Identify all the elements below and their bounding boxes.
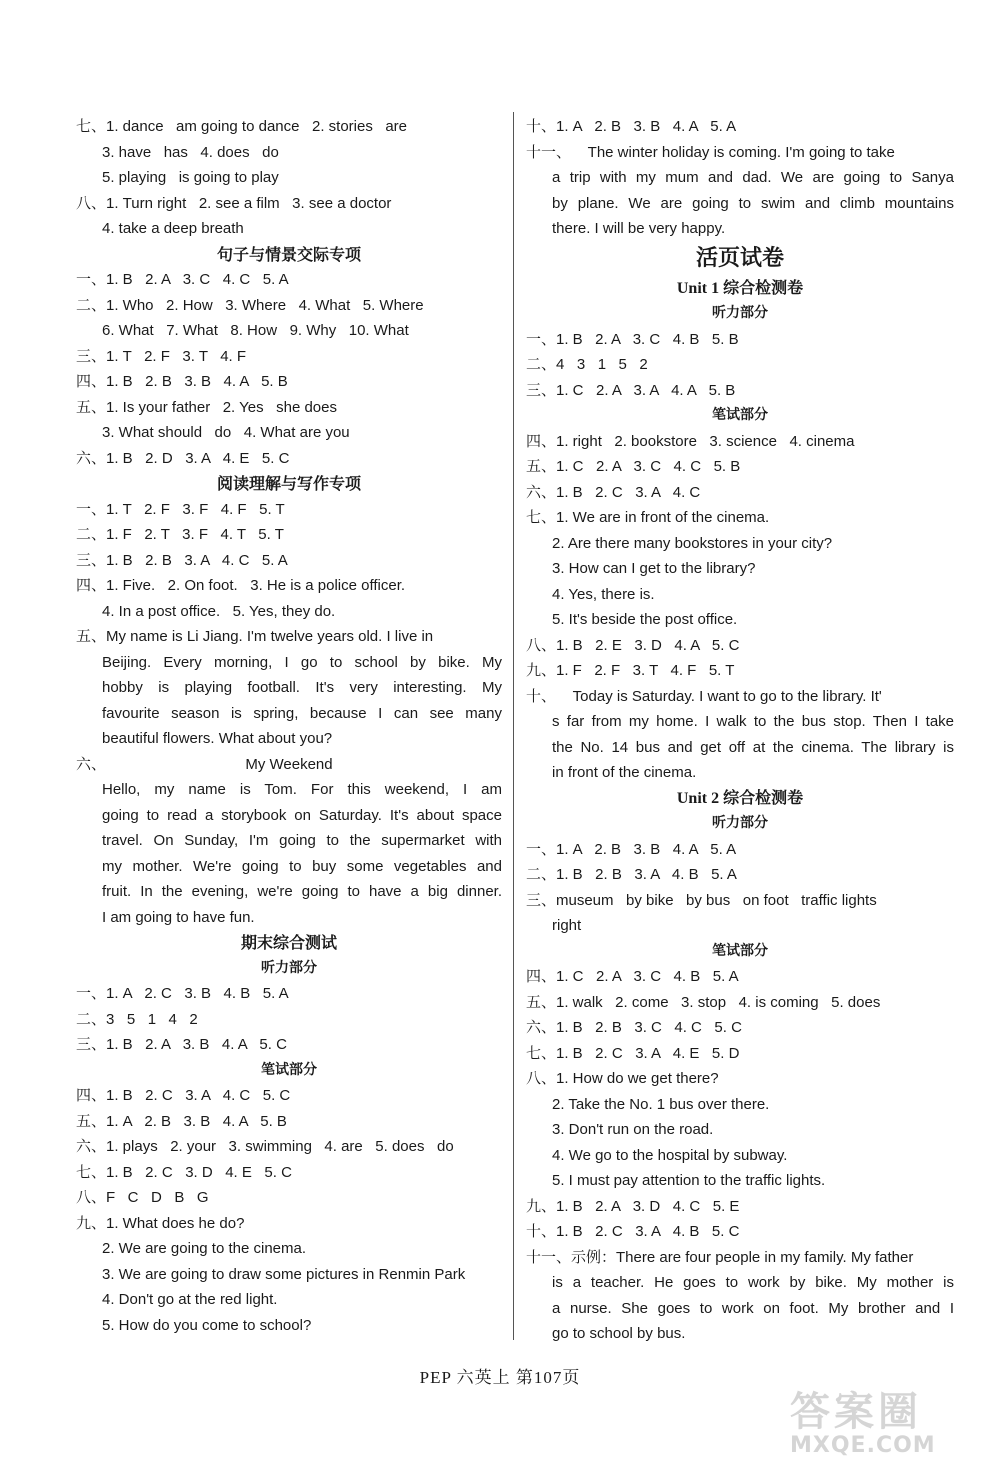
answer-line: 三、1. T 2. F 3. T 4. F (76, 347, 247, 365)
essay-line: hobby is playing football. It's very interesting. My (102, 679, 502, 696)
subsection-heading: 笔试部分 (712, 407, 768, 423)
answer-subline: 4. In a post office. 5. Yes, they do. (102, 602, 336, 620)
answer-subline: 2. We are going to the cinema. (102, 1240, 307, 1257)
answer-subline: 4. Yes, there is. (552, 585, 655, 603)
right-column (526, 114, 954, 1347)
answer-line: 十、 Today is Saturday. I want to go to the library. It' (526, 687, 882, 705)
question-number: 六、 (76, 755, 107, 773)
essay-line: travel. On Sunday, I'm going to the supermarket with (102, 832, 502, 849)
answer-line: 二、3 5 1 4 2 (76, 1010, 198, 1028)
answer-line: 八、1. How do we get there? (526, 1070, 719, 1087)
unit-heading: Unit 1 综合检测卷 (676, 279, 804, 297)
answer-line: 四、1. right 2. bookstore 3. science 4. cinema (526, 432, 855, 450)
answer-line: 十一、示例：There are four people in my family. My father (526, 1248, 914, 1266)
answer-subline: 3. How can I get to the library? (552, 560, 756, 577)
answer-subline: 4. We go to the hospital by subway. (552, 1146, 788, 1164)
answer-line: 一、1. T 2. F 3. F 4. F 5. T (76, 500, 285, 518)
subsection-heading: 笔试部分 (712, 942, 768, 959)
essay-title: My Weekend (245, 755, 333, 773)
essay-title-line (76, 752, 502, 778)
essay-line: a trip with my mum and dad. We are going to Sanya (552, 169, 954, 186)
essay-line: go to school by bus. (552, 1325, 686, 1342)
essay-line: Beijing. Every morning, I go to school by bike. My (102, 653, 502, 671)
answer-line: 四、1. B 2. B 3. B 4. A 5. B (76, 373, 288, 390)
subsection-heading: 听力部分 (261, 959, 317, 976)
answer-line: 四、1. C 2. A 3. C 4. B 5. A (526, 968, 739, 985)
answer-line: 十、1. A 2. B 3. B 4. A 5. A (526, 118, 737, 135)
answer-subline: 3. We are going to draw some pictures in Renmin Park (102, 1265, 466, 1283)
answer-line: 一、1. A 2. B 3. B 4. A 5. A (526, 840, 737, 858)
answer-subline: 5. playing is going to play (102, 169, 279, 186)
answer-line: 一、1. B 2. A 3. C 4. B 5. B (526, 330, 739, 348)
subsection-heading: 笔试部分 (261, 1061, 317, 1078)
essay-line: a nurse. She goes to work on foot. My brother and I (552, 1299, 954, 1317)
answer-line: 三、museum by bike by bus on foot traffic lights (526, 891, 877, 909)
section-heading: 期末综合测试 (240, 933, 337, 952)
answer-line: 八、1. Turn right 2. see a film 3. see a doctor (76, 194, 392, 212)
answer-line: 七、1. B 2. C 3. D 4. E 5. C (76, 1163, 292, 1181)
essay-line: Hello, my name is Tom. For this weekend, I am (102, 781, 502, 798)
essay-line: my mother. We're going to buy some vegetables and (102, 857, 502, 875)
essay-line: I am going to have fun. (102, 908, 255, 926)
answer-line: 三、1. B 2. B 3. A 4. C 5. A (76, 551, 288, 569)
part-heading: 活页试卷 (695, 245, 784, 271)
answer-line: 七、1. dance am going to dance 2. stories are (76, 118, 408, 135)
page-footer: PEP 六英上 第107页 (419, 1368, 581, 1387)
answer-line: 九、1. B 2. A 3. D 4. C 5. E (526, 1197, 740, 1215)
essay-line: is a teacher. He goes to work by bike. My mother is (552, 1274, 954, 1291)
answer-line: 六、1. B 2. D 3. A 4. E 5. C (76, 449, 290, 467)
section-heading: 阅读理解与写作专项 (216, 474, 361, 493)
essay-line: in front of the cinema. (552, 764, 697, 781)
answer-line: 三、1. B 2. A 3. B 4. A 5. C (76, 1036, 287, 1053)
answer-line: 五、1. A 2. B 3. B 4. A 5. B (76, 1112, 287, 1130)
essay-line: s far from my home. I walk to the bus stop. Then I take (552, 713, 954, 730)
answer-line: 八、1. B 2. E 3. D 4. A 5. C (526, 636, 740, 654)
essay-line: right (552, 917, 582, 934)
column-divider (513, 112, 514, 1340)
answer-line: 三、1. C 2. A 3. A 4. A 5. B (526, 381, 736, 399)
watermark-text: 答案圈 (790, 1389, 922, 1435)
essay-line: beautiful flowers. What about you? (102, 730, 333, 747)
answer-line: 二、1. F 2. T 3. F 4. T 5. T (76, 526, 284, 543)
answer-line: 四、1. Five. 2. On foot. 3. He is a police officer. (76, 577, 406, 594)
answer-line: 十一、 The winter holiday is coming. I'm going to take (526, 143, 895, 161)
answer-line: 九、1. F 2. F 3. T 4. F 5. T (526, 662, 735, 679)
subsection-heading: 听力部分 (712, 305, 768, 321)
answer-line: 六、1. B 2. B 3. C 4. C 5. C (526, 1019, 742, 1036)
watermark-logo (790, 1380, 990, 1460)
essay-line: fruit. In the evening, we're going to have a big dinner. (102, 883, 502, 900)
subsection-heading: 听力部分 (712, 815, 768, 831)
answer-line: 五、My name is Li Jiang. I'm twelve years old. I live in (76, 628, 434, 645)
essay-line: the No. 14 bus and get off at the cinema. The library is (552, 738, 954, 756)
answer-subline: 5. How do you come to school? (102, 1316, 312, 1334)
unit-heading: Unit 2 综合检测卷 (676, 789, 804, 807)
answer-line: 七、1. We are in front of the cinema. (526, 509, 770, 526)
answer-line: 二、1. B 2. B 3. A 4. B 5. A (526, 866, 737, 883)
answer-line: 二、1. Who 2. How 3. Where 4. What 5. Where (76, 296, 424, 314)
answer-line: 八、F C D B G (76, 1189, 209, 1206)
answer-subline: 2. Are there many bookstores in your city? (552, 534, 833, 552)
essay-line: there. I will be very happy. (552, 220, 726, 237)
left-column (76, 114, 502, 1338)
answer-subline: 3. have has 4. does do (102, 143, 279, 161)
section-heading: 句子与情景交际专项 (216, 244, 361, 264)
answer-line: 十、1. B 2. C 3. A 4. B 5. C (526, 1223, 740, 1240)
answer-subline: 5. I must pay attention to the traffic lights. (552, 1172, 826, 1189)
answer-subline: 4. Don't go at the red light. (102, 1291, 278, 1308)
answer-line: 六、1. plays 2. your 3. swimming 4. are 5. does do (76, 1138, 454, 1155)
answer-line: 五、1. Is your father 2. Yes she does (76, 398, 337, 416)
answer-line: 五、1. C 2. A 3. C 4. C 5. B (526, 458, 741, 475)
answer-subline: 6. What 7. What 8. How 9. Why 10. What (102, 322, 409, 339)
essay-line: going to read a storybook on Saturday. It's about space (102, 806, 502, 824)
answer-subline: 5. It's beside the post office. (552, 611, 738, 628)
answer-subline: 4. take a deep breath (102, 220, 244, 237)
answer-line: 一、1. B 2. A 3. C 4. C 5. A (76, 271, 289, 288)
answer-line: 一、1. A 2. C 3. B 4. B 5. A (76, 985, 289, 1002)
answer-subline: 3. What should do 4. What are you (102, 424, 350, 441)
answer-line: 五、1. walk 2. come 3. stop 4. is coming 5. does (526, 993, 881, 1011)
answer-subline: 3. Don't run on the road. (552, 1121, 714, 1138)
answer-line: 四、1. B 2. C 3. A 4. C 5. C (76, 1087, 291, 1104)
watermark-url: MXQE.COM (790, 1433, 936, 1458)
answer-line: 七、1. B 2. C 3. A 4. E 5. D (526, 1044, 740, 1062)
answer-subline: 2. Take the No. 1 bus over there. (552, 1095, 770, 1113)
answer-line: 九、1. What does he do? (76, 1214, 245, 1232)
answer-line: 二、4 3 1 5 2 (526, 356, 648, 373)
essay-line: by plane. We are going to swim and climb mountains (552, 194, 954, 212)
answer-line: 六、1. B 2. C 3. A 4. C (526, 483, 701, 501)
essay-line: favourite season is spring, because I can see many (102, 704, 502, 722)
